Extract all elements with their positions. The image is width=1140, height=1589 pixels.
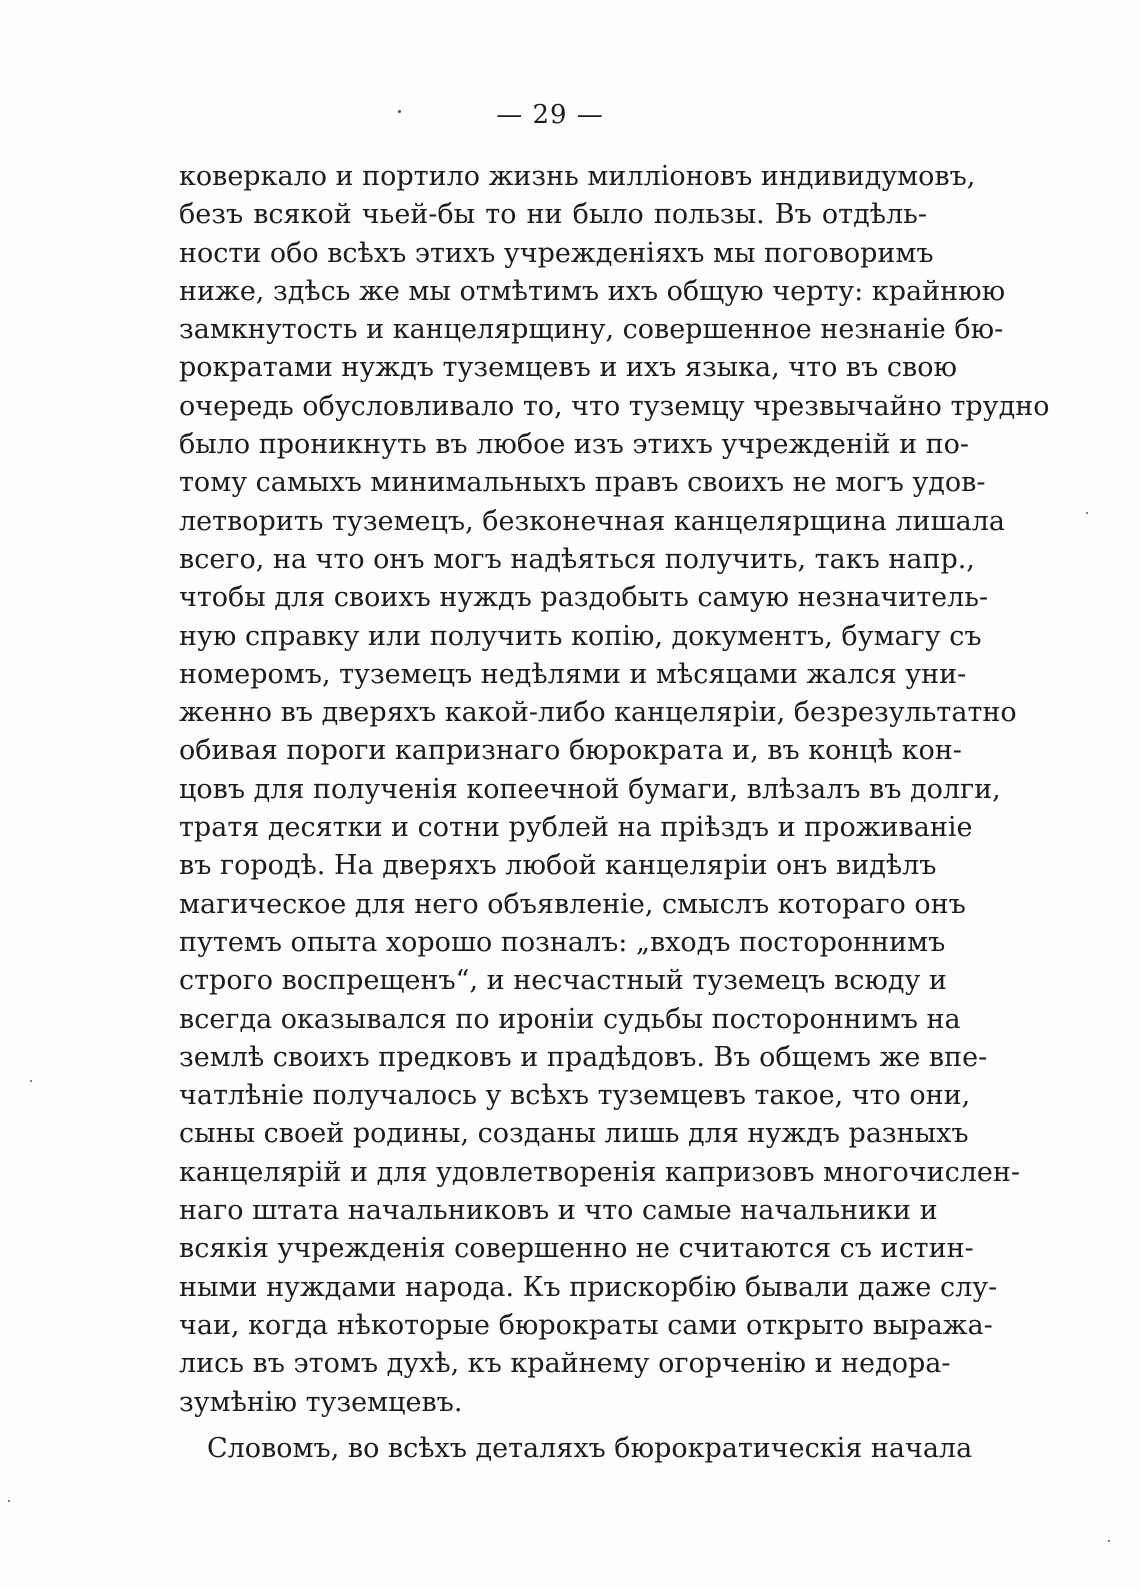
text-line: магическое для него объявленіе, смыслъ котораго онъ: [179, 888, 966, 920]
text-line: тратя десятки и сотни рублей на пріѣздъ и проживаніе: [179, 812, 973, 844]
text-line: ными нуждами народа. Къ прискорбію бывали даже слу-: [179, 1271, 998, 1303]
text-line: строго воспрещенъ“, и несчастный туземецъ всюду и: [179, 965, 947, 997]
text-line: лись въ этомъ духѣ, къ крайнему огорченію и недора-: [179, 1348, 951, 1380]
paragraph: [179, 158, 1050, 1422]
text-line: номеромъ, туземецъ недѣлями и мѣсяцами жался уни-: [179, 658, 967, 690]
text-line: было проникнуть въ любое изъ этихъ учрежденій и по-: [179, 429, 970, 461]
text-line: женно въ дверяхъ какой-либо канцеляріи, безрезультатно: [179, 697, 1017, 729]
text-line: замкнутость и канцелярщину, совершенное незнаніе бю-: [179, 314, 1004, 346]
text-line: обивая пороги капризнаго бюрократа и, въ концѣ кон-: [179, 735, 962, 767]
text-line: тому самыхъ минимальныхъ правъ своихъ не могъ удов-: [179, 467, 986, 499]
text-line: канцелярій и для удовлетворенія капризовъ многочислен-: [179, 1156, 1021, 1188]
text-line: рократами нуждъ туземцевъ и ихъ языка, что въ свою: [179, 352, 957, 384]
scan-speck: [1086, 512, 1088, 514]
text-line: летворить туземецъ, безконечная канцелярщина лишала: [179, 505, 1006, 537]
text-line: всего, на что онъ могъ надѣяться получить, такъ напр.,: [179, 543, 975, 575]
paragraph: [179, 1430, 973, 1468]
text-line: путемъ опыта хорошо позналъ: „входъ постороннимъ: [179, 926, 946, 958]
text-line: зумѣнію туземцевъ.: [179, 1386, 463, 1418]
scan-speck: [1108, 1540, 1110, 1542]
text-line: сыны своей родины, созданы лишь для нуждъ разныхъ: [179, 1118, 969, 1150]
text-line: всякія учрежденія совершенно не считаются съ истин-: [179, 1233, 974, 1265]
text-line: ности обо всѣхъ этихъ учрежденіяхъ мы поговоримъ: [179, 237, 934, 269]
text-line: наго штата начальниковъ и что самые начальники и: [179, 1195, 938, 1227]
text-line: чаи, когда нѣкоторые бюрократы сами открыто выража-: [179, 1309, 993, 1341]
scan-speck: [398, 110, 401, 113]
text-line: чатлѣніе получалось у всѣхъ туземцевъ такое, что они,: [179, 1080, 971, 1112]
text-line: очередь обусловливало то, что туземцу чрезвычайно трудно: [179, 390, 1050, 422]
text-line: въ городѣ. На дверяхъ любой канцеляріи онъ видѣлъ: [179, 850, 937, 882]
text-line: чтобы для своихъ нуждъ раздобыть самую незначитель-: [179, 582, 989, 614]
text-line: цовъ для полученія копеечной бумаги, влѣзалъ въ долги,: [179, 773, 1001, 805]
scan-speck: [30, 1080, 32, 1082]
text-line: коверкало и портило жизнь милліоновъ индивидумовъ,: [179, 161, 976, 192]
page-number: — 29 —: [496, 100, 604, 130]
text-line: всегда оказывался по ироніи судьбы постороннимъ на: [179, 1003, 961, 1035]
text-line: землѣ своихъ предковъ и прадѣдовъ. Въ общемъ же впе-: [179, 1041, 988, 1073]
text-line: безъ всякой чьей-бы то ни было пользы. Въ отдѣль-: [179, 199, 927, 231]
text-line: ниже, здѣсь же мы отмѣтимъ ихъ общую черту: крайнюю: [179, 275, 1006, 307]
text-line: Словомъ, во всѣхъ деталяхъ бюрократическія начала: [207, 1432, 973, 1464]
body-text: [179, 158, 1050, 1468]
scan-speck: [8, 1500, 10, 1502]
text-line: ную справку или получить копію, документъ, бумагу съ: [179, 620, 982, 652]
